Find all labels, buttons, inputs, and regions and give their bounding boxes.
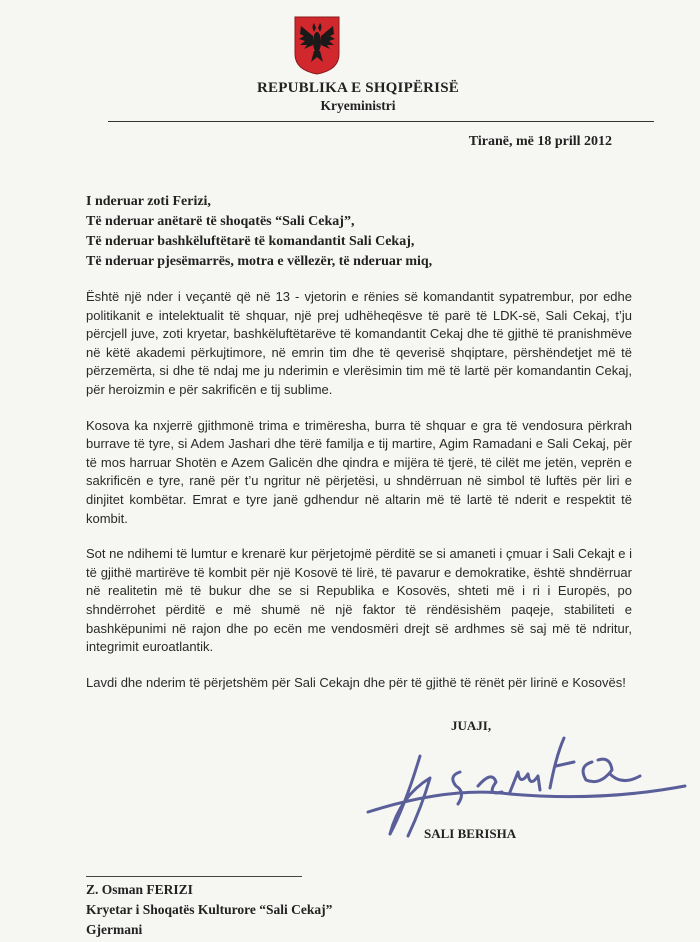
- salutation-line: I nderuar zoti Ferizi,: [86, 194, 211, 209]
- addressee-block: [86, 880, 332, 940]
- body-paragraph: Kosova ka nxjerrë gjithmonë trima e trimëresha, burra të shquar e gra të vendosura përkrah burrave të tyre, si Adem Jashari dhe tërë familja e tij martire, Agim Ramadani e Sali Cekaj, për të mos harruar Shotën e Azem Galicën dhe qindra e mijëra të tjerë, të cilët me jetën, veprën e sakrificën e tyre, ranë për t’u ngritur në përjetësi, u shndërruan në simbol të luftës për liri e dinjitet kombëtar. Emrat e tyre janë gdhendur në altarin më të lartë të nderit e respektit të kombit.: [86, 417, 632, 526]
- letter-body: [86, 288, 632, 709]
- salutation-line: Të nderuar anëtarë të shoqatës “Sali Cekaj”,: [86, 214, 355, 229]
- letterhead-country: REPUBLIKA E SHQIPËRISË: [257, 80, 459, 96]
- letter-date: Tiranë, më 18 prill 2012: [468, 134, 612, 149]
- salutation-line: Të nderuar pjesëmarrës, motra e vëllezër, të nderuar miq,: [86, 254, 433, 269]
- letterhead-divider: [108, 121, 654, 122]
- albanian-eagle-emblem-icon: [292, 14, 342, 76]
- body-paragraph: Është një nder i veçantë që në 13 - vjetorin e rënies së komandantit sypatrembur, por edhe politikanit e intelektualit të shquar, një prej udhëheqësve të parë të LDK-së, Sali Cekaj, t’ju përcjell juve, zoti kryetar, bashkëluftëtarëve të komandantit Cekaj dhe të gjithë të pranishmëve në këtë akademi përkujtimore, në emrin tim dhe të qeverisë shqiptare, përshëndetjet më të përzemërta, si dhe të ndaj me ju nderimin e vlerësimin tim më të lartë për komandantin Cekaj, për heroizmin e për sakrificën e tij sublime.: [86, 289, 632, 397]
- addressee-line: Kryetar i Shoqatës Kulturore “Sali Cekaj”: [86, 902, 333, 917]
- closing-text: JUAJI,: [451, 718, 492, 733]
- addressee-line: Z. Osman FERIZI: [86, 882, 193, 897]
- body-paragraph: Sot ne ndihemi të lumtur e krenarë kur përjetojmë përditë se si amaneti i çmuar i Sali Cekajt e i të gjithë martirëve të kombit për një Kosovë të lirë, të pavarur e demokratike, është shndërruar në realitetin më të bukur dhe se si Republika e Kosovës, shteti më i ri i Europës, po shndërrohet përditë e më shumë në një faktor të rëndësishëm paqeje, stabiliteti e bashkëpunimi në rajon dhe po ecën me vendosmëri drejt së ardhmes së saj më të ndritur, integrimit euroatlantik.: [86, 546, 632, 655]
- letterhead-office: Kryeministri: [320, 98, 396, 113]
- salutation-block: [86, 192, 646, 272]
- body-paragraph: Lavdi dhe nderim të përjetshëm për Sali Cekajn dhe për të gjithë të rënët për lirinë e Kosovës!: [86, 674, 626, 690]
- salutation-line: Të nderuar bashkëluftëtarë të komandantit Sali Cekaj,: [86, 234, 415, 249]
- addressee-divider: [86, 876, 302, 877]
- addressee-line: Gjermani: [86, 922, 143, 937]
- handwritten-signature: [360, 716, 690, 846]
- signer-name: SALI BERISHA: [424, 826, 517, 841]
